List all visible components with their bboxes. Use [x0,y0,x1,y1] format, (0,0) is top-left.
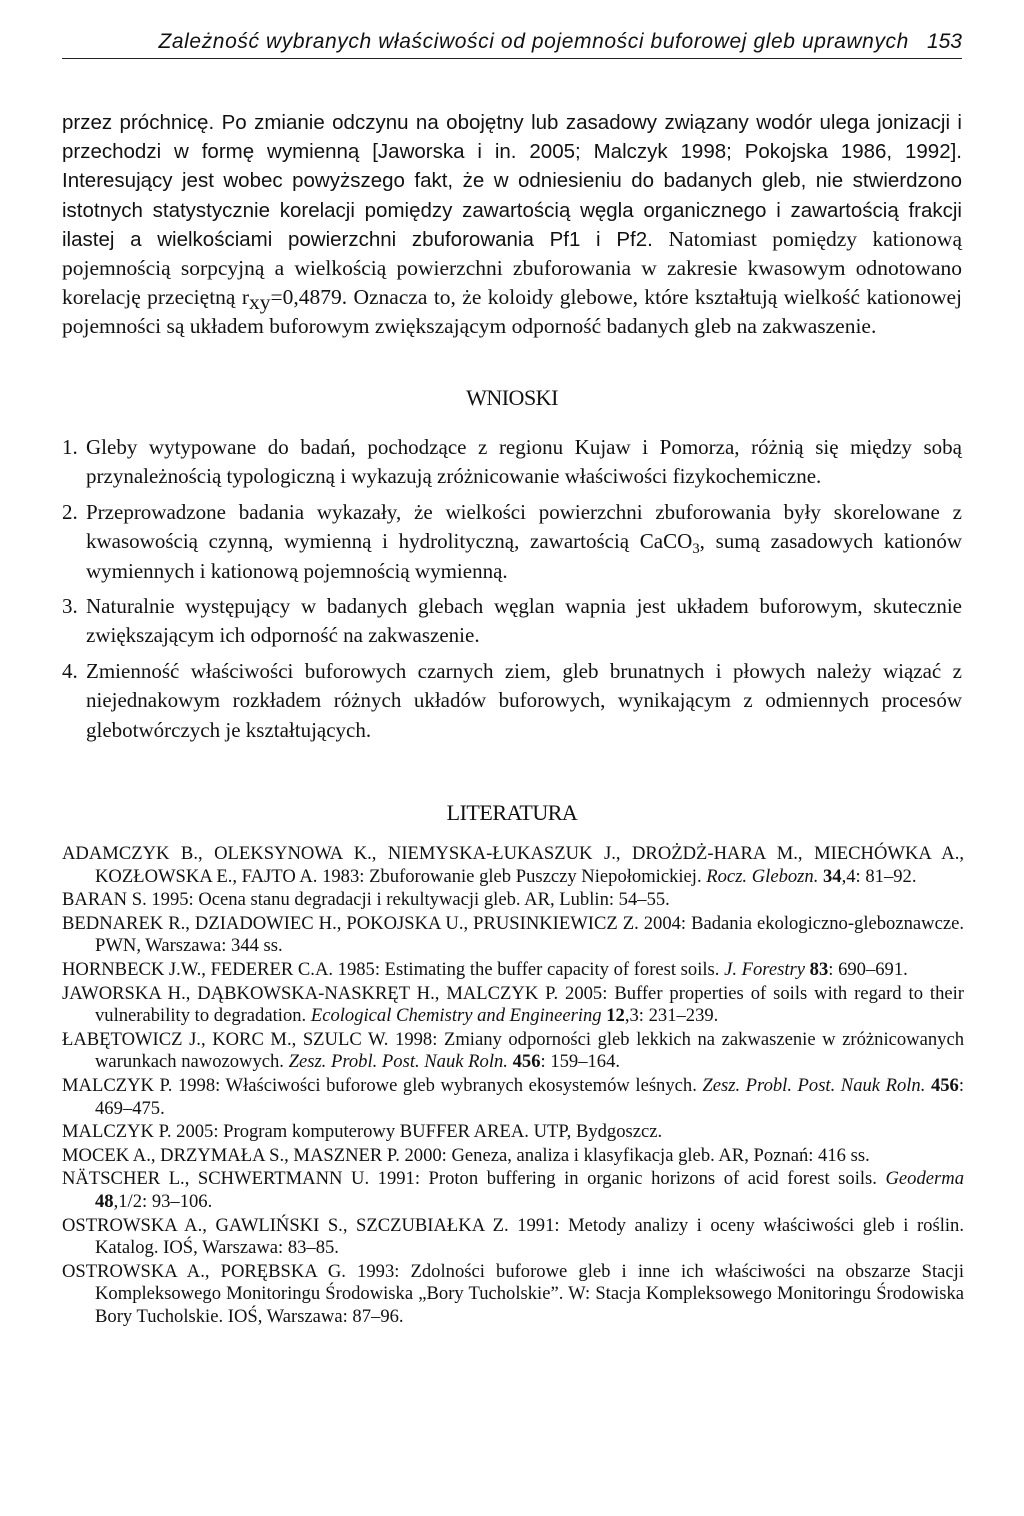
reference-pages: ,3: 231–239. [624,1005,719,1027]
conclusion-item [62,498,962,586]
conclusions-heading: WNIOSKI [466,385,558,410]
reference-volume: 456 [512,1051,541,1073]
body-paragraph [62,108,962,342]
reference-volume: 456 [930,1074,959,1096]
reference-main: NÄTSCHER L., SCHWERTMANN U. 1991: Proton buffering in organic horizons of acid forest soils. [62,1168,886,1190]
conclusion-item [62,657,962,745]
conclusion-number: 3. [62,594,78,619]
reference-main: MALCZYK P. 1998: Właściwości buforowe gleb wybranych ekosystemów leśnych. [62,1074,703,1096]
reference-entry [62,1029,964,1074]
conclusion-text: Gleby wytypowane do badań, pochodzące z regionu Kujaw i Pomorza, różnią się między sobą przynależnością typologiczną i wykazują zróżnicowanie właściwości fizykochemiczne. [86,435,962,489]
reference-entry [62,959,964,982]
literature-heading: LITERATURA [446,800,578,825]
conclusion-item [62,592,962,651]
body-sentence-block: Natomiast pomiędzy kationową pojemnością sorpcyjną a wielkością powierzchni zbuforowania w zakresie kwasowym odnotowano korelację przeciętną r [62,226,963,310]
reference-volume: 12 [606,1005,625,1027]
reference-main: ŁABĘTOWICZ J., KORC M., SZULC W. 1998: Zmiany odporności gleb lekkich na zakwaszenie w zróżnicowanych warunkach nawozowych. [62,1028,964,1073]
reference-main: BEDNAREK R., DZIADOWIEC H., POKOJSKA U., PRUSINKIEWICZ Z. 2004: Badania ekologiczno-gleboznawcze. PWN, Warszawa: 344 ss. [62,912,964,957]
reference-journal: Zesz. Probl. Post. Nauk Roln. [288,1051,508,1073]
body-sentence-block: przez próchnicę. Po zmianie odczynu na obojętny lub zasadowy związany wodór ulega jonizacji i przechodzi w formę wymienną [Jaworska i in. 2005; Malczyk 1998; Pokojska 1986, 1992]. Interesujący jest wobec powyższego fakt, że w odniesieniu do badanych gleb, nie stwierdzono istotnych statystycznie korelacji pomiędzy zawartością węgla organicznego i zawartością frakcji ilastej a wielkościami powierzchni zbuforowania Pf1 i Pf2. [62,111,962,251]
reference-entry [62,1075,964,1120]
conclusion-number: 2. [62,499,78,524]
reference-journal: J. Forestry [724,958,805,980]
reference-entry [62,1215,964,1260]
body-sentence-block: =0,4879. Oznacza to, że koloidy glebowe, które kształtują wielkość kationowej pojemności są układem buforowym zwiększającym odporność badanych gleb na zakwaszenie. [62,285,962,339]
reference-volume: 83 [809,958,829,980]
conclusion-text [86,498,962,586]
conclusion-number: 1. [62,435,78,459]
reference-pages: : 690–691. [828,958,908,980]
conclusion-number: 4. [62,658,78,683]
formula-subscript: 3 [692,541,700,558]
reference-volume: 34 [823,865,842,887]
reference-entry [62,1121,964,1144]
correlation-subscript: xy [248,290,271,315]
conclusion-text: Naturalnie występujący w badanych glebach węglan wapnia jest układem buforowym, skutecznie zwiększającym ich odporność na zakwaszenie. [86,594,962,648]
reference-main: HORNBECK J.W., FEDERER C.A. 1985: Estimating the buffer capacity of forest soils. [62,958,725,980]
reference-main: OSTROWSKA A., PORĘBSKA G. 1993: Zdolności buforowe gleb i inne ich właściwości na obszarze Stacji Kompleksowego Monitoringu Środowiska „Bory Tucholskie”. W: Stacja Kompleksowego Monitoringu Środowiska Bory Tucholskie. IOŚ, Warszawa: 87–96. [62,1260,964,1327]
reference-entry [62,983,964,1028]
running-header [62,30,962,59]
reference-main: MOCEK A., DRZYMAŁA S., MASZNER P. 2000: Geneza, analiza i klasyfikacja gleb. AR, Poznań: 416 ss. [62,1144,870,1166]
reference-main: ADAMCZYK B., OLEKSYNOWA K., NIEMYSKA-ŁUKASZUK J., DROŻDŻ-HARA M., MIECHÓWKA A., KOZŁOWSKA E., FAJTO A. 1983: Zbuforowanie gleb Puszczy Niepołomickiej. [62,843,964,887]
reference-entry [62,889,964,912]
reference-pages: ,1/2: 93–106. [113,1190,213,1212]
running-title: Zależność wybranych właściwości od pojemności buforowej gleb uprawnych [158,30,909,53]
reference-pages: : 469–475. [95,1074,964,1119]
reference-pages: : 159–164. [540,1051,621,1073]
reference-entry [62,843,964,888]
reference-entry [62,1145,964,1168]
conclusion-text: Zmienność właściwości buforowych czarnych ziem, gleb brunatnych i płowych należy wiązać z niejednakowym rozkładem różnych układów buforowych, wynikającym z odmiennych procesów glebotwórczych je kształtujących. [86,658,962,742]
conclusion-text-part: , sumą zasadowych kationów wymiennych i kationową pojemnością wymienną. [86,529,963,583]
conclusions-list [62,433,962,751]
reference-list [62,843,964,1329]
reference-pages: ,4: 81–92. [841,865,917,887]
reference-main: OSTROWSKA A., GAWLIŃSKI S., SZCZUBIAŁKA Z. 1991: Metody analizy i oceny właściwości gleb i roślin. Katalog. IOŚ, Warszawa: 83–85. [62,1214,964,1259]
reference-main: JAWORSKA H., DĄBKOWSKA-NASKRĘT H., MALCZYK P. 2005: Buffer properties of soils with regard to their vulnerability to degradation. [62,982,964,1027]
reference-journal: Ecological Chemistry and Engineering [310,1005,602,1027]
reference-main: BARAN S. 1995: Ocena stanu degradacji i rekultywacji gleb. AR, Lublin: 54–55. [62,889,670,911]
reference-journal: Zesz. Probl. Post. Nauk Roln. [702,1074,926,1096]
reference-entry [62,1168,964,1213]
conclusion-text-part: Przeprowadzone badania wykazały, że wielkości powierzchni zbuforowania były skorelowane z kwasowością czynną, wymienną i hydrolityczną, zawartością CaCO [86,499,962,554]
reference-main: MALCZYK P. 2005: Program komputerowy BUFFER AREA. UTP, Bydgoszcz. [62,1121,663,1143]
reference-journal: Rocz. Glebozn. [706,865,819,887]
reference-entry [62,1261,964,1329]
reference-journal: Geoderma [885,1168,964,1190]
conclusion-item [62,433,962,492]
reference-entry [62,913,964,958]
page-number: 153 [926,30,962,53]
reference-volume: 48 [95,1190,114,1212]
